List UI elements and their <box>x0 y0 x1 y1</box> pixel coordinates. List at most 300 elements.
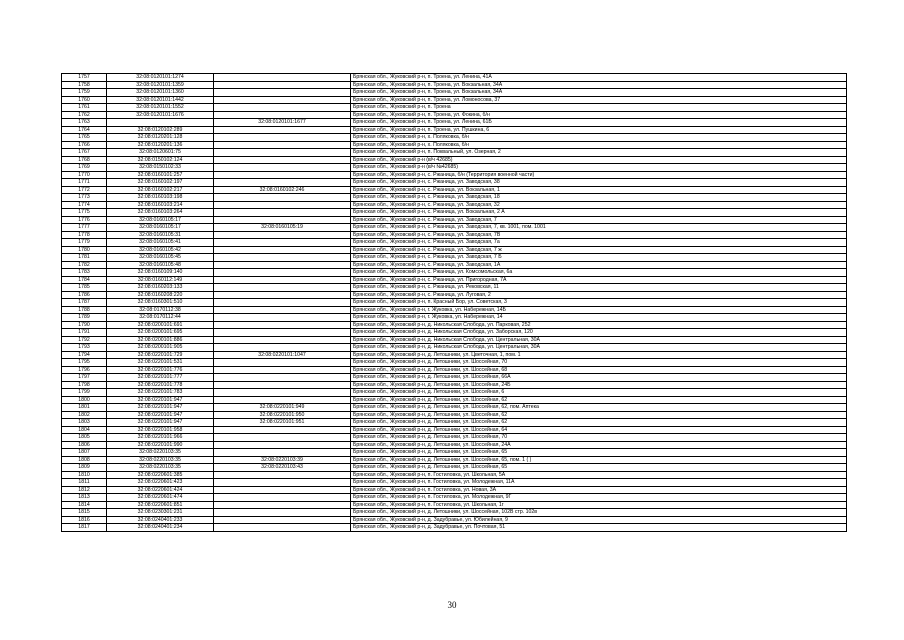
row-number-cell: 1788 <box>62 306 107 314</box>
address-cell: Брянская обл., Жуковский р-н, с. Ржаница, ул. Заводская, 1А <box>351 261 847 269</box>
cadastral-number-cell <box>107 119 214 127</box>
table-row <box>62 366 847 374</box>
table-row <box>62 111 847 119</box>
object-cadastral-number-cell <box>214 374 351 382</box>
row-number-cell: 1762 <box>62 111 107 119</box>
table-row <box>62 224 847 232</box>
row-number-cell: 1793 <box>62 344 107 352</box>
address-cell: Брянская обл., Жуковский р-н, д. Задубравье, ул. Почтовая, 51 <box>351 524 847 532</box>
address-cell: Брянская обл., Жуковский р-н, д. Летошники, ул. Шоссейная, 6 <box>351 389 847 397</box>
table-row <box>62 179 847 187</box>
table-row <box>62 396 847 404</box>
row-number-cell: 1816 <box>62 516 107 524</box>
object-cadastral-number-cell <box>214 216 351 224</box>
address-cell: Брянская обл., Жуковский р-н, с. Ржаница, ул. Заводская, 18 <box>351 194 847 202</box>
row-number-cell: 1815 <box>62 509 107 517</box>
row-number-cell: 1779 <box>62 239 107 247</box>
address-cell: Брянская обл., Жуковский р-н, с. Ржаница, ул. Пригородная, 7А <box>351 276 847 284</box>
table-row <box>62 441 847 449</box>
table-row <box>62 209 847 217</box>
cadastral-number-cell: 32:08:0230301:231 <box>107 509 214 517</box>
row-number-cell: 1768 <box>62 156 107 164</box>
object-cadastral-number-cell <box>214 389 351 397</box>
address-cell: Брянская обл., Жуковский р-н, х. Поляковка, б/н <box>351 134 847 142</box>
address-cell: Брянская обл., Жуковский р-н, с. Ржаница, ул. Заводская, 7 Б <box>351 254 847 262</box>
table-row <box>62 96 847 104</box>
row-number-cell: 1761 <box>62 104 107 112</box>
object-cadastral-number-cell <box>214 471 351 479</box>
address-cell: Брянская обл., Жуковский р-н, с. Ржаница, ул. Заводская, 7а <box>351 239 847 247</box>
cadastral-number-cell: 32:08:0220101:958 <box>107 426 214 434</box>
address-cell: Брянская обл., Жуковский р-н, д. Летошники, ул. Шоссейная, 62, пом. Аптека <box>351 404 847 412</box>
object-cadastral-number-cell <box>214 441 351 449</box>
address-cell: Брянская обл., Жуковский р-н (в/ч 42685) <box>351 156 847 164</box>
cadastral-number-cell: 32:08:0220601:423 <box>107 479 214 487</box>
table-row <box>62 201 847 209</box>
address-cell: Брянская обл., Жуковский р-н, д. Летошники, ул. Шоссейная, 62 <box>351 396 847 404</box>
object-cadastral-number-cell <box>214 254 351 262</box>
table-row <box>62 149 847 157</box>
object-cadastral-number-cell <box>214 516 351 524</box>
table-row <box>62 254 847 262</box>
object-cadastral-number-cell <box>214 314 351 322</box>
object-cadastral-number-cell <box>214 366 351 374</box>
row-number-cell: 1809 <box>62 464 107 472</box>
object-cadastral-number-cell <box>214 291 351 299</box>
cadastral-number-cell: 32:08:0150102:33 <box>107 164 214 172</box>
cadastral-number-cell: 32:08:0160109:140 <box>107 269 214 277</box>
cadastral-number-cell: 32:08:0160102:217 <box>107 186 214 194</box>
address-cell: Брянская обл., Жуковский р-н, с. Ржаница, ул. Заводская, 7 <box>351 216 847 224</box>
row-number-cell: 1790 <box>62 321 107 329</box>
row-number-cell: 1782 <box>62 261 107 269</box>
object-cadastral-number-cell <box>214 81 351 89</box>
cadastral-number-cell: 32:08:0160105:48 <box>107 261 214 269</box>
table-row <box>62 269 847 277</box>
address-cell: Брянская обл., Жуковский р-н, п. Троена, ул. Фокина, б/н <box>351 111 847 119</box>
object-cadastral-number-cell <box>214 171 351 179</box>
table-row <box>62 216 847 224</box>
row-number-cell: 1757 <box>62 74 107 82</box>
object-cadastral-number-cell <box>214 494 351 502</box>
cadastral-number-cell: 32:08:0160301:510 <box>107 299 214 307</box>
object-cadastral-number-cell <box>214 306 351 314</box>
row-number-cell: 1806 <box>62 441 107 449</box>
cadastral-number-cell: 32:08:0120101:1274 <box>107 74 214 82</box>
cadastral-number-cell: 32:08:0240401:234 <box>107 524 214 532</box>
cadastral-number-cell: 32:08:0220101:783 <box>107 389 214 397</box>
object-cadastral-number-cell <box>214 141 351 149</box>
row-number-cell: 1774 <box>62 201 107 209</box>
cadastral-number-cell: 32:08:0200101:691 <box>107 321 214 329</box>
object-cadastral-number-cell <box>214 344 351 352</box>
table-row <box>62 164 847 172</box>
object-cadastral-number-cell <box>214 149 351 157</box>
table-row <box>62 501 847 509</box>
table-row <box>62 74 847 82</box>
cadastral-number-cell: 32:08:0220103:35 <box>107 464 214 472</box>
cadastral-number-cell: 32:08:0120101:1359 <box>107 81 214 89</box>
table-row <box>62 449 847 457</box>
object-cadastral-number-cell <box>214 246 351 254</box>
address-cell: Брянская обл., Жуковский р-н, с. Ржаница, ул. Заводская, 38 <box>351 179 847 187</box>
object-cadastral-number-cell <box>214 299 351 307</box>
cadastral-number-cell: 32:08:0220101:778 <box>107 381 214 389</box>
table-row <box>62 321 847 329</box>
address-cell: Брянская обл., Жуковский р-н, д. Летошники, ул. Шоссейная, 102В стр. 102в <box>351 509 847 517</box>
address-cell: Брянская обл., Жуковский р-н, х. Поляковка, б/н <box>351 141 847 149</box>
cadastral-number-cell: 32:08:0240401:233 <box>107 516 214 524</box>
table-row <box>62 306 847 314</box>
cadastral-number-cell: 32:08:0120101:1442 <box>107 96 214 104</box>
address-cell: Брянская обл., Жуковский р-н, д. Летошники, ул. Шоссейная, 70 <box>351 359 847 367</box>
object-cadastral-number-cell <box>214 156 351 164</box>
row-number-cell: 1766 <box>62 141 107 149</box>
cadastral-number-cell: 32:08:0220103:35 <box>107 456 214 464</box>
object-cadastral-number-cell <box>214 164 351 172</box>
cadastral-number-cell: 32:08:0160105:17 <box>107 224 214 232</box>
cadastral-number-cell: 32:08:0120101:1676 <box>107 111 214 119</box>
object-cadastral-number-cell <box>214 89 351 97</box>
row-number-cell: 1808 <box>62 456 107 464</box>
address-cell: Брянская обл., Жуковский р-н, с. Ржаница, ул. Заводская, 7, кв. 1001, пом. 1001 <box>351 224 847 232</box>
table-row <box>62 186 847 194</box>
cadastral-number-cell: 32:08:0160103:198 <box>107 194 214 202</box>
row-number-cell: 1812 <box>62 486 107 494</box>
row-number-cell: 1764 <box>62 126 107 134</box>
cadastral-number-cell: 32:08:0120102:289 <box>107 126 214 134</box>
cadastral-number-cell: 32:08:0220101:947 <box>107 396 214 404</box>
object-cadastral-number-cell <box>214 396 351 404</box>
object-cadastral-number-cell <box>214 359 351 367</box>
table-row <box>62 494 847 502</box>
table-row <box>62 239 847 247</box>
cadastral-number-cell: 32:08:0120101:1360 <box>107 89 214 97</box>
object-cadastral-number-cell <box>214 509 351 517</box>
object-cadastral-number-cell <box>214 434 351 442</box>
table-row <box>62 299 847 307</box>
row-number-cell: 1786 <box>62 291 107 299</box>
table-row <box>62 81 847 89</box>
row-number-cell: 1800 <box>62 396 107 404</box>
cadastral-number-cell: 32:08:0220601:424 <box>107 486 214 494</box>
cadastral-number-cell: 32:08:0160105:17 <box>107 216 214 224</box>
table-row <box>62 104 847 112</box>
row-number-cell: 1765 <box>62 134 107 142</box>
cadastral-number-cell: 32:08:0160208:220 <box>107 291 214 299</box>
cadastral-number-cell: 32:08:0220601:474 <box>107 494 214 502</box>
table-row <box>62 486 847 494</box>
object-cadastral-number-cell: 32:08:0220101:951 <box>214 419 351 427</box>
table-row <box>62 434 847 442</box>
object-cadastral-number-cell: 32:08:0220103:39 <box>214 456 351 464</box>
address-cell: Брянская обл., Жуковский р-н, п. Троена, ул. Вокзальная, 34А <box>351 81 847 89</box>
row-number-cell: 1785 <box>62 284 107 292</box>
object-cadastral-number-cell: 32:08:0120101:1677 <box>214 119 351 127</box>
address-cell: Брянская обл., Жуковский р-н, г. Жуковка, ул. Набережная, 14 <box>351 314 847 322</box>
cadastral-number-cell: 32:08:0120201:136 <box>107 141 214 149</box>
row-number-cell: 1770 <box>62 171 107 179</box>
cadastral-number-cell: 32:08:0200101:905 <box>107 344 214 352</box>
row-number-cell: 1817 <box>62 524 107 532</box>
table-row <box>62 471 847 479</box>
cadastral-number-cell: 32:08:0220101:966 <box>107 434 214 442</box>
address-cell: Брянская обл., Жуковский р-н, д. Летошники, ул. Шоссейная, 68 <box>351 366 847 374</box>
table-row <box>62 389 847 397</box>
address-cell: Брянская обл., Жуковский р-н (в/ч №42685) <box>351 164 847 172</box>
table-row <box>62 231 847 239</box>
cadastral-number-cell: 32:08:0160112:149 <box>107 276 214 284</box>
object-cadastral-number-cell <box>214 269 351 277</box>
object-cadastral-number-cell <box>214 479 351 487</box>
table-row <box>62 456 847 464</box>
table-row <box>62 419 847 427</box>
table-row <box>62 141 847 149</box>
table-row <box>62 479 847 487</box>
object-cadastral-number-cell <box>214 96 351 104</box>
cadastral-number-cell: 32:08:0220101:990 <box>107 441 214 449</box>
row-number-cell: 1781 <box>62 254 107 262</box>
object-cadastral-number-cell: 32:08:0220101:949 <box>214 404 351 412</box>
table-row <box>62 126 847 134</box>
table-row <box>62 134 847 142</box>
row-number-cell: 1813 <box>62 494 107 502</box>
address-cell: Брянская обл., Жуковский р-н, п. Гостиловка, ул. Школьная, 5А <box>351 471 847 479</box>
row-number-cell: 1763 <box>62 119 107 127</box>
table-row <box>62 261 847 269</box>
object-cadastral-number-cell: 32:08:0220103:43 <box>214 464 351 472</box>
cadastral-number-cell: 32:08:0220101:947 <box>107 419 214 427</box>
address-cell: Брянская обл., Жуковский р-н, д. Летошники, ул. Шоссейная, 62 <box>351 411 847 419</box>
row-number-cell: 1780 <box>62 246 107 254</box>
cadastral-number-cell: 32:08:0220101:729 <box>107 351 214 359</box>
table-row <box>62 381 847 389</box>
address-cell: Брянская обл., Жуковский р-н, д. Летошники, ул. Цветочная, 1, пом. 1 <box>351 351 847 359</box>
row-number-cell: 1803 <box>62 419 107 427</box>
table-row <box>62 314 847 322</box>
address-cell: Брянская обл., Жуковский р-н, п. Троена, ул. Пушкина, 6 <box>351 126 847 134</box>
address-cell: Брянская обл., Жуковский р-н, д. Летошники, ул. Шоссейная, 62 <box>351 419 847 427</box>
table-row <box>62 171 847 179</box>
object-cadastral-number-cell <box>214 381 351 389</box>
address-cell: Брянская обл., Жуковский р-н, п. Гостиловка, ул. Молодежная, 11А <box>351 479 847 487</box>
row-number-cell: 1775 <box>62 209 107 217</box>
row-number-cell: 1807 <box>62 449 107 457</box>
cadastral-number-cell: 32:08:0220103:35 <box>107 449 214 457</box>
row-number-cell: 1758 <box>62 81 107 89</box>
row-number-cell: 1805 <box>62 434 107 442</box>
row-number-cell: 1801 <box>62 404 107 412</box>
object-cadastral-number-cell <box>214 231 351 239</box>
table-row <box>62 516 847 524</box>
page-number: 30 <box>447 600 457 610</box>
table-row <box>62 291 847 299</box>
object-cadastral-number-cell <box>214 261 351 269</box>
cadastral-number-cell: 32:08:0120601:75 <box>107 149 214 157</box>
object-cadastral-number-cell <box>214 321 351 329</box>
address-cell: Брянская обл., Жуковский р-н, с. Ржаница, ул. Заводская, 7В <box>351 231 847 239</box>
cadastral-number-cell: 32:08:0170112:38 <box>107 306 214 314</box>
row-number-cell: 1810 <box>62 471 107 479</box>
object-cadastral-number-cell <box>214 104 351 112</box>
object-cadastral-number-cell <box>214 179 351 187</box>
row-number-cell: 1771 <box>62 179 107 187</box>
table-row <box>62 336 847 344</box>
cadastral-number-cell: 32:08:0170112:44 <box>107 314 214 322</box>
row-number-cell: 1772 <box>62 186 107 194</box>
object-cadastral-number-cell: 32:08:0160102:246 <box>214 186 351 194</box>
cadastral-number-cell: 32:08:0160105:45 <box>107 254 214 262</box>
table-row <box>62 119 847 127</box>
cadastral-number-cell: 32:08:0220101:947 <box>107 404 214 412</box>
table-row <box>62 509 847 517</box>
address-cell: Брянская обл., Жуковский р-н, д. Задубравье, ул. Юбилейная, 9 <box>351 516 847 524</box>
object-cadastral-number-cell <box>214 276 351 284</box>
address-cell: Брянская обл., Жуковский р-н, д. Никольская Слобода, ул. Центральная, 30А <box>351 344 847 352</box>
registry-table <box>61 73 847 532</box>
row-number-cell: 1794 <box>62 351 107 359</box>
row-number-cell: 1787 <box>62 299 107 307</box>
address-cell: Брянская обл., Жуковский р-н, п. Поквальный, ул. Озерная, 2 <box>351 149 847 157</box>
address-cell: Брянская обл., Жуковский р-н, с. Ржаница, ул. Заводская, 7 ж <box>351 246 847 254</box>
row-number-cell: 1783 <box>62 269 107 277</box>
row-number-cell: 1767 <box>62 149 107 157</box>
address-cell: Брянская обл., Жуковский р-н, д. Летошники, ул. Шоссейная, 24Б <box>351 381 847 389</box>
address-cell: Брянская обл., Жуковский р-н, г. Жуковка, ул. Набережная, 14Б <box>351 306 847 314</box>
cadastral-number-cell: 32:08:0160103:214 <box>107 201 214 209</box>
table-row <box>62 359 847 367</box>
table-row <box>62 351 847 359</box>
address-cell: Брянская обл., Жуковский р-н, д. Никольская Слобода, ул. Центральная, 30А <box>351 336 847 344</box>
cadastral-number-cell: 32:08:0160103:264 <box>107 209 214 217</box>
table-row <box>62 524 847 532</box>
object-cadastral-number-cell <box>214 194 351 202</box>
address-cell: Брянская обл., Жуковский р-н, с. Ржаница, б/н (Территория военной части) <box>351 171 847 179</box>
table-row <box>62 374 847 382</box>
address-cell: Брянская обл., Жуковский р-н, п. Троена, ул. Ленина, 61Б <box>351 119 847 127</box>
cadastral-number-cell: 32:08:0160102:197 <box>107 179 214 187</box>
row-number-cell: 1776 <box>62 216 107 224</box>
row-number-cell: 1759 <box>62 89 107 97</box>
address-cell: Брянская обл., Жуковский р-н, п. Гостиловка, ул. Школьная, 1г <box>351 501 847 509</box>
row-number-cell: 1789 <box>62 314 107 322</box>
cadastral-number-cell: 32:08:0220101:777 <box>107 374 214 382</box>
row-number-cell: 1784 <box>62 276 107 284</box>
cadastral-number-cell: 32:08:0160101:257 <box>107 171 214 179</box>
address-cell: Брянская обл., Жуковский р-н, с. Ржаница, ул. Заводская, 32 <box>351 201 847 209</box>
address-cell: Брянская обл., Жуковский р-н, п. Гостиловка, ул. Молодежная, 9Г <box>351 494 847 502</box>
address-cell: Брянская обл., Жуковский р-н, д. Летошники, ул. Шоссейная, 65 <box>351 464 847 472</box>
table-row <box>62 344 847 352</box>
row-number-cell: 1778 <box>62 231 107 239</box>
object-cadastral-number-cell <box>214 201 351 209</box>
row-number-cell: 1792 <box>62 336 107 344</box>
object-cadastral-number-cell <box>214 426 351 434</box>
object-cadastral-number-cell <box>214 336 351 344</box>
table-row <box>62 426 847 434</box>
address-cell: Брянская обл., Жуковский р-н, д. Летошники, ул. Шоссейная, 70 <box>351 434 847 442</box>
object-cadastral-number-cell: 32:08:0160105:19 <box>214 224 351 232</box>
object-cadastral-number-cell <box>214 239 351 247</box>
cadastral-number-cell: 32:08:0160105:42 <box>107 246 214 254</box>
table-row <box>62 464 847 472</box>
address-cell: Брянская обл., Жуковский р-н, с. Ржаница, ул. Рековская, 11 <box>351 284 847 292</box>
cadastral-number-cell: 32:08:0220101:531 <box>107 359 214 367</box>
address-cell: Брянская обл., Жуковский р-н, п. Троена, ул. Ломоносова, 37 <box>351 96 847 104</box>
table-row <box>62 404 847 412</box>
address-cell: Брянская обл., Жуковский р-н, п. Троена <box>351 104 847 112</box>
address-cell: Брянская обл., Жуковский р-н, д. Летошники, ул. Шоссейная, 66А <box>351 374 847 382</box>
cadastral-number-cell: 32:08:0200101:695 <box>107 329 214 337</box>
cadastral-number-cell: 32:08:0120201:128 <box>107 134 214 142</box>
cadastral-number-cell: 32:08:0120101:1552 <box>107 104 214 112</box>
object-cadastral-number-cell: 32:08:0220101:1047 <box>214 351 351 359</box>
row-number-cell: 1798 <box>62 381 107 389</box>
address-cell: Брянская обл., Жуковский р-н, п. Троена, ул. Ленина, 41А <box>351 74 847 82</box>
address-cell: Брянская обл., Жуковский р-н, д. Никольская Слобода, ул. Заборская, 120 <box>351 329 847 337</box>
object-cadastral-number-cell: 32:08:0220101:950 <box>214 411 351 419</box>
table-row <box>62 156 847 164</box>
object-cadastral-number-cell <box>214 284 351 292</box>
object-cadastral-number-cell <box>214 486 351 494</box>
table-row <box>62 284 847 292</box>
object-cadastral-number-cell <box>214 74 351 82</box>
row-number-cell: 1773 <box>62 194 107 202</box>
cadastral-number-cell: 32:08:0160105:41 <box>107 239 214 247</box>
object-cadastral-number-cell <box>214 501 351 509</box>
row-number-cell: 1814 <box>62 501 107 509</box>
row-number-cell: 1791 <box>62 329 107 337</box>
registry-table-body <box>62 74 847 532</box>
row-number-cell: 1769 <box>62 164 107 172</box>
table-row <box>62 246 847 254</box>
cadastral-number-cell: 32:08:0160203:133 <box>107 284 214 292</box>
table-row <box>62 276 847 284</box>
cadastral-number-cell: 32:08:0150102:124 <box>107 156 214 164</box>
table-row <box>62 329 847 337</box>
row-number-cell: 1796 <box>62 366 107 374</box>
address-cell: Брянская обл., Жуковский р-н, д. Летошники, ул. Шоссейная, 24А <box>351 441 847 449</box>
row-number-cell: 1802 <box>62 411 107 419</box>
cadastral-number-cell: 32:08:0220601:385 <box>107 471 214 479</box>
address-cell: Брянская обл., Жуковский р-н, п. Гостиловка, ул. Новая, 3А <box>351 486 847 494</box>
address-cell: Брянская обл., Жуковский р-н, д. Летошники, ул. Шоссейная, 65, пом. 1 ( ) <box>351 456 847 464</box>
row-number-cell: 1797 <box>62 374 107 382</box>
address-cell: Брянская обл., Жуковский р-н, д. Летошники, ул. Шоссейная, 64 <box>351 426 847 434</box>
object-cadastral-number-cell <box>214 111 351 119</box>
cadastral-number-cell: 32:08:0200101:886 <box>107 336 214 344</box>
address-cell: Брянская обл., Жуковский р-н, д. Никольская Слобода, ул. Парковая, 252 <box>351 321 847 329</box>
row-number-cell: 1760 <box>62 96 107 104</box>
address-cell: Брянская обл., Жуковский р-н, п. Троена, ул. Вокзальная, 34А <box>351 89 847 97</box>
cadastral-number-cell: 32:08:0220101:776 <box>107 366 214 374</box>
row-number-cell: 1795 <box>62 359 107 367</box>
address-cell: Брянская обл., Жуковский р-н, с. Ржаница, ул. Комсомольская, 6а <box>351 269 847 277</box>
address-cell: Брянская обл., Жуковский р-н, п. Красный Бор, ул. Советская, 3 <box>351 299 847 307</box>
cadastral-number-cell: 32:08:0220101:947 <box>107 411 214 419</box>
table-row <box>62 411 847 419</box>
table-row <box>62 194 847 202</box>
row-number-cell: 1777 <box>62 224 107 232</box>
row-number-cell: 1804 <box>62 426 107 434</box>
row-number-cell: 1799 <box>62 389 107 397</box>
object-cadastral-number-cell <box>214 524 351 532</box>
object-cadastral-number-cell <box>214 126 351 134</box>
object-cadastral-number-cell <box>214 134 351 142</box>
address-cell: Брянская обл., Жуковский р-н, с. Ржаница, ул. Вокзальная, 2 А <box>351 209 847 217</box>
address-cell: Брянская обл., Жуковский р-н, д. Летошники, ул. Шоссейная, 65 <box>351 449 847 457</box>
cadastral-number-cell: 32:08:0220601:851 <box>107 501 214 509</box>
